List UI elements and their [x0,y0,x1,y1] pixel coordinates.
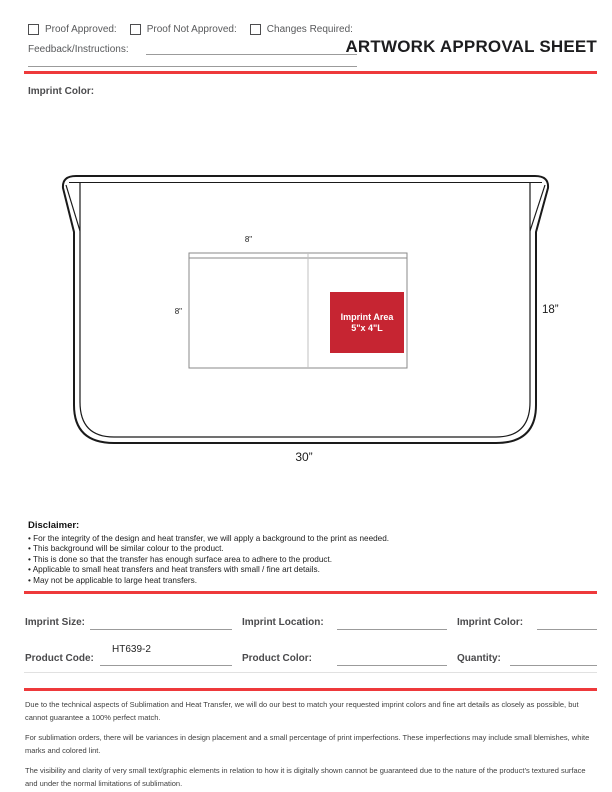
footer-paragraph: For sublimation orders, there will be variances in design placement and a small percentage of print imperfections. These imperfections may include small blemishes, white marks and colored lint. [25,733,590,755]
proof-not-approved-label: Proof Not Approved: [146,24,237,35]
imprint-size-fill-line[interactable] [90,629,232,630]
footer-paragraph: Due to the technical aspects of Sublimation and Heat Transfer, we will do our best to match your requested imprint colors and fine art details as closely as possible, but cannot guarantee a 100% perfect match. [25,700,579,722]
product-color-fill-line[interactable] [337,665,447,666]
disclaimer-section [28,520,590,586]
pocket-height-dimension: 8" [174,307,182,316]
feedback-instructions-label: Feedback/Instructions: [28,44,129,55]
product-diagram [0,160,612,475]
product-code-value: HT639-2 [112,644,151,655]
disclaimer-heading: Disclaimer: [28,520,80,531]
product-color-label: Product Color: [242,653,312,664]
divider-rule-top [24,71,597,74]
changes-required-label: Changes Required: [266,24,353,35]
disclaimer-bullet: • Applicable to small heat transfers and heat transfers with small / fine art details. [28,565,320,575]
footer-notes [25,698,597,792]
imprint-color-heading: Imprint Color: [28,86,95,97]
disclaimer-bullet: • This background will be similar colour to the product. [28,544,224,554]
changes-required-group [250,24,353,35]
product-height-dimension: 18” [542,304,559,316]
feedback-fill-line-2[interactable] [28,66,357,67]
imprint-location-label: Imprint Location: [242,617,324,628]
imprint-area-title: Imprint Area [340,312,394,322]
checkbox-changes-required[interactable] [250,24,261,35]
imprint-area-marker [330,292,404,353]
feedback-fill-line-1[interactable] [146,54,357,55]
product-code-label: Product Code: [25,653,94,664]
disclaimer-bullet: • For the integrity of the design and heat transfer, we will apply a background to the print as needed. [28,534,390,543]
quantity-fill-line[interactable] [510,665,597,666]
form-separator-line [24,672,597,673]
page-title: ARTWORK APPROVAL SHEET [345,37,597,56]
pocket-width-dimension: 8" [244,235,253,244]
disclaimer-bullet: • This is done so that the transfer has enough surface area to adhere to the product. [28,554,333,564]
proof-approved-group [28,24,117,35]
disclaimer-bullet: • May not be applicable to large heat transfers. [28,575,197,585]
product-code-fill-line[interactable] [100,665,232,666]
proof-approved-label: Proof Approved: [45,24,117,35]
checkbox-proof-approved[interactable] [28,24,39,35]
proof-not-approved-group [130,24,237,35]
checkbox-proof-not-approved[interactable] [130,24,141,35]
imprint-color-fill-line[interactable] [537,629,597,630]
divider-rule-bottom [24,688,597,691]
quantity-label: Quantity: [457,653,501,664]
footer-paragraph: The visibility and clarity of very small text/graphic elements in relation to how it is digitally shown cannot be guaranteed due to the nature of the product’s textured surface and under the normal limitations of sublimation. [25,766,586,788]
product-width-dimension: 30” [295,450,313,464]
divider-rule-middle [24,591,597,594]
imprint-size-label: Imprint Size: [25,617,86,628]
imprint-area-size: 5"x 4"L [351,322,383,333]
imprint-color-field-label: Imprint Color: [457,617,524,628]
approval-checkbox-row [28,24,353,35]
product-outline-drawing [0,160,612,475]
imprint-location-fill-line[interactable] [337,629,447,630]
